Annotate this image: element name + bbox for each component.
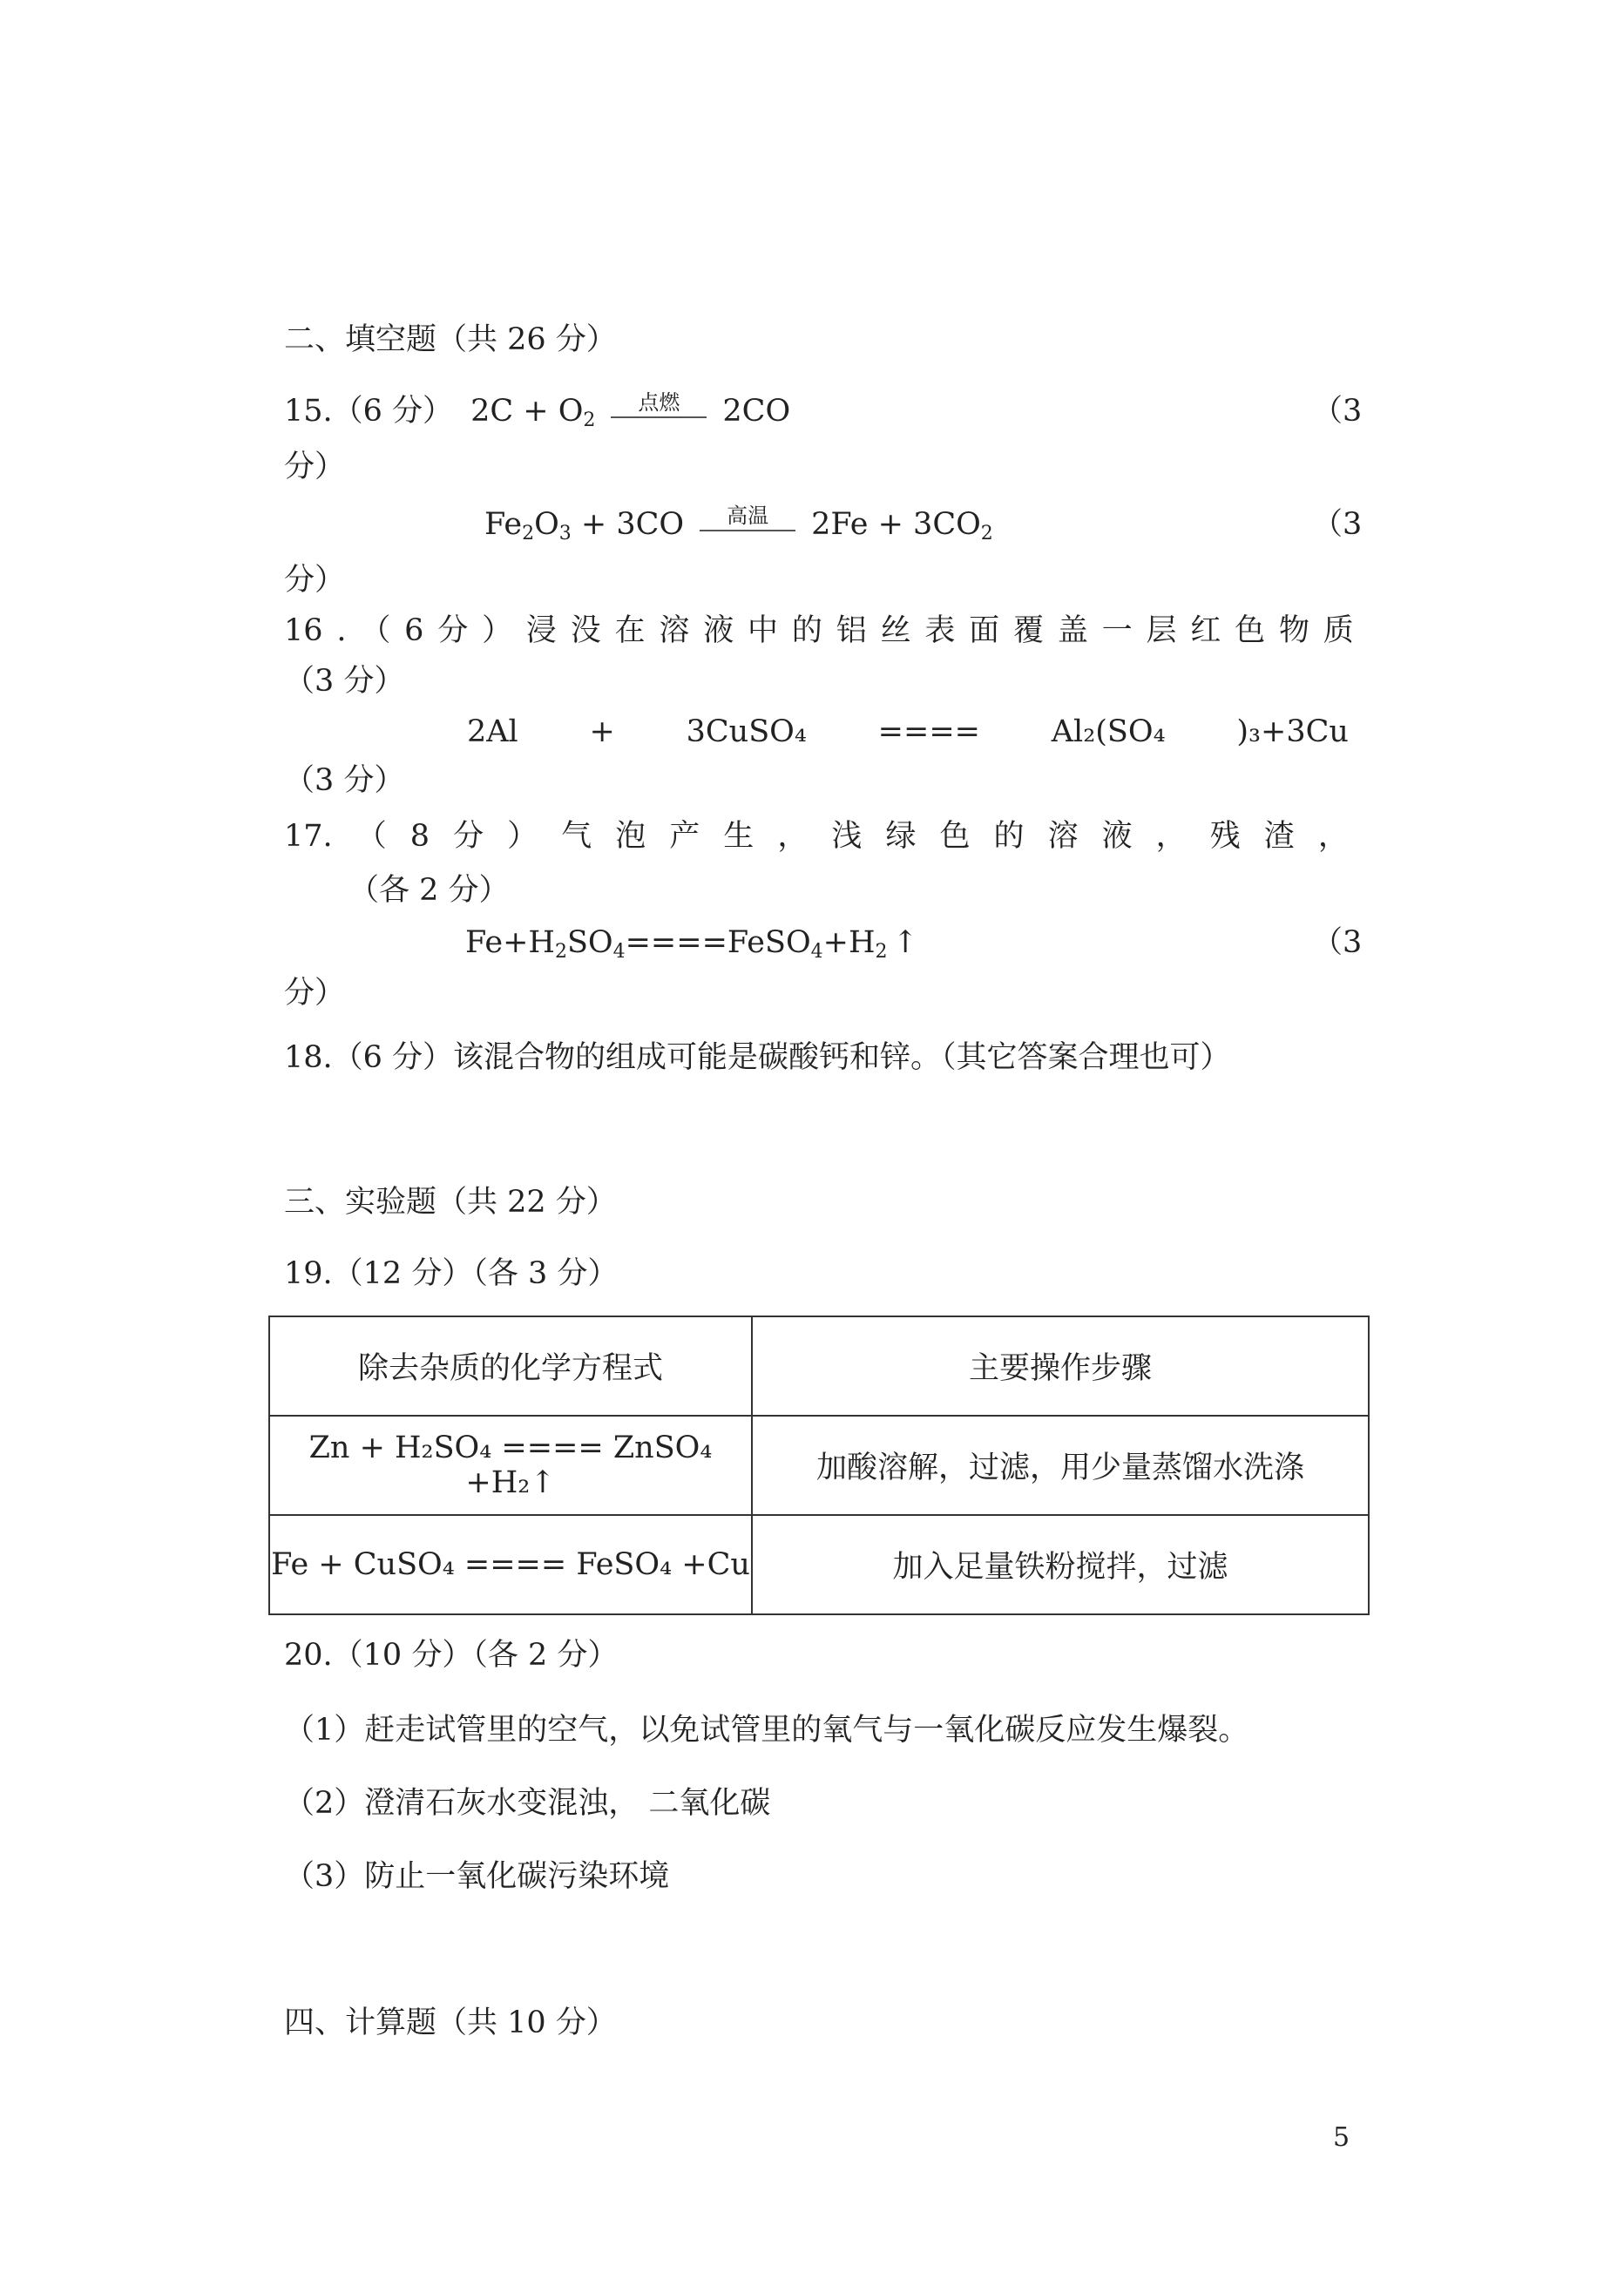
- q17-eq-sub-d: 2: [875, 941, 888, 963]
- q20-item: （1）赶走试管里的空气，以免试管里的氧气与一氧化碳反应发生爆裂。: [284, 1713, 1249, 1748]
- q16-text-chunk: 覆: [1013, 613, 1045, 648]
- table-cell-equation: Zn + H₂SO₄ ==== ZnSO₄ +H₂↑: [269, 1416, 752, 1515]
- q16-text-chunk: 6: [404, 613, 424, 648]
- q16-text-chunk: ）: [482, 613, 513, 648]
- q16-equation: [467, 711, 1349, 753]
- q16-eq-part: Al₂(SO₄: [1051, 714, 1166, 749]
- q16-text-chunk: 液: [703, 613, 734, 648]
- table-cell-step: 加酸溶解，过滤，用少量蒸馏水洗涤: [752, 1416, 1369, 1515]
- q17-eq-sub-c: 4: [810, 941, 823, 963]
- q15-line2: [484, 504, 993, 545]
- q16-text-chunk: 质: [1323, 613, 1354, 648]
- q20-label: 20.（10 分）（各 2 分）: [284, 1638, 619, 1673]
- q17-equation: [465, 922, 918, 964]
- q17-text-chunk: ，: [1155, 819, 1187, 854]
- q17-text-chunk: 渣: [1263, 819, 1295, 854]
- q15-eq1-condition: [611, 389, 707, 418]
- q20-item: （3）防止一氧化碳污染环境: [284, 1859, 670, 1894]
- q17-eq-part-d: +H: [822, 925, 876, 960]
- q15-eq2-right-sub: 2: [980, 523, 993, 545]
- q15-score2-b: 分）: [284, 563, 346, 598]
- table-row: [269, 1416, 1369, 1515]
- q16-text-chunk: 面: [969, 613, 1000, 648]
- table-header-cell: 主要操作步骤: [752, 1316, 1369, 1416]
- q16-text-chunk: 红: [1190, 613, 1221, 648]
- q15-eq2-condition: [700, 503, 795, 531]
- q16-eq-part: +: [589, 714, 615, 749]
- table-row: [269, 1515, 1369, 1614]
- q17-text-chunk: 的: [993, 819, 1025, 854]
- q17-text-chunk: ，: [777, 819, 809, 854]
- q16-eq-part: )₃+3Cu: [1236, 714, 1349, 749]
- q17-eq-part-c: ====FeSO: [625, 925, 811, 960]
- q15-eq2-sub1: 2: [522, 523, 535, 545]
- q17-eq-part-b: SO: [566, 925, 613, 960]
- q16-text-chunk: 没: [570, 613, 601, 648]
- q16-text-chunk: 盖: [1057, 613, 1088, 648]
- q16-eq-part: ====: [877, 714, 980, 749]
- q17-eq-sub-a: 2: [554, 941, 567, 963]
- q16-text-chunk: （: [360, 613, 391, 648]
- q15-eq2-rest: + 3CO: [571, 507, 685, 542]
- q16-prefix-line: [284, 610, 1354, 652]
- q17-text-chunk: 分: [453, 819, 484, 854]
- q16-text-chunk: 浸: [525, 613, 557, 648]
- table-header-cell: 除去杂质的化学方程式: [269, 1316, 752, 1416]
- q16-text-chunk: .: [336, 613, 347, 648]
- q19-table: [268, 1316, 1370, 1615]
- q17-text-chunk: 生: [723, 819, 754, 854]
- q16-text-chunk: 分: [437, 613, 469, 648]
- q17-text-chunk: 气: [561, 819, 592, 854]
- table-header-row: [269, 1316, 1369, 1416]
- q16-text-chunk: 色: [1235, 613, 1266, 648]
- table-cell-step: 加入足量铁粉搅拌，过滤: [752, 1515, 1369, 1614]
- q16-score2: （3 分）: [284, 763, 405, 798]
- q16-score: （3 分）: [284, 664, 405, 699]
- q16-eq-part: 2Al: [467, 714, 518, 749]
- q16-text-chunk: 的: [791, 613, 822, 648]
- q15-prefix: 15.（6 分）: [284, 394, 454, 429]
- q18-answer: 18.（6 分）该混合物的组成可能是碳酸钙和锌。（其它答案合理也可）: [284, 1040, 1231, 1075]
- q16-text-chunk: 溶: [659, 613, 690, 648]
- q15-eq2-right: 2Fe + 3CO: [811, 507, 981, 542]
- q15-eq2-o: O: [534, 507, 559, 542]
- q16-text-chunk: 铝: [836, 613, 867, 648]
- q17-eq-sub-b: 4: [612, 941, 626, 963]
- up-arrow-icon: ↑: [892, 925, 918, 960]
- q15-score1-a: （3: [1312, 394, 1363, 429]
- q16-text-chunk: 16: [284, 613, 323, 648]
- q17-text-chunk: 色: [939, 819, 971, 854]
- q17-text-chunk: 残: [1209, 819, 1241, 854]
- q17-text-chunk: 液: [1101, 819, 1133, 854]
- q16-text-chunk: 层: [1146, 613, 1177, 648]
- reaction-bar: [611, 416, 707, 418]
- q19-label: 19.（12 分）（各 3 分）: [284, 1256, 619, 1291]
- q15-eq1-left: 2C + O: [470, 394, 584, 429]
- q17-text-chunk: 浅: [831, 819, 863, 854]
- section4-heading: 四、计算题（共 10 分）: [284, 2006, 617, 2040]
- q17-text-chunk: 8: [409, 819, 430, 854]
- q16-text-chunk: 中: [748, 613, 779, 648]
- q17-text-chunk: 溶: [1047, 819, 1079, 854]
- q16-text-chunk: 一: [1101, 613, 1133, 648]
- q16-text-chunk: 在: [614, 613, 646, 648]
- q17-score-a: （3: [1312, 925, 1363, 960]
- section3-heading: 三、实验题（共 22 分）: [284, 1185, 617, 1220]
- q17-text-chunk: ）: [507, 819, 538, 854]
- q15-score1-b: 分）: [284, 450, 346, 484]
- q16-text-chunk: 物: [1278, 613, 1309, 648]
- q17-text-chunk: ，: [1317, 819, 1349, 854]
- reaction-bar: [700, 530, 795, 531]
- q17-text-chunk: （: [355, 819, 387, 854]
- q20-item: （2）澄清石灰水变混浊， 二氧化碳: [284, 1786, 771, 1821]
- section2-heading: 二、填空题（共 26 分）: [284, 322, 617, 357]
- q16-text-chunk: 表: [924, 613, 956, 648]
- q17-text-chunk: 泡: [615, 819, 646, 854]
- q16-text-chunk: 丝: [880, 613, 911, 648]
- q15-eq1-left-sub: 2: [583, 409, 596, 431]
- q17-score-b: 分）: [284, 976, 346, 1011]
- q17-text-chunk: 绿: [885, 819, 917, 854]
- q17-text-chunk: 17.: [284, 819, 333, 854]
- q15-eq2-fe: Fe: [484, 507, 523, 542]
- q15-eq2-cond-text: 高温: [727, 503, 769, 528]
- q16-eq-part: 3CuSO₄: [686, 714, 807, 749]
- q15-line1: [284, 390, 790, 432]
- q17-text-chunk: 产: [669, 819, 700, 854]
- q15-score2-a: （3: [1312, 507, 1363, 542]
- q15-eq1-cond-text: 点燃: [638, 389, 680, 415]
- page-number: 5: [1333, 2122, 1350, 2153]
- q17-score-each: （各 2 分）: [348, 873, 510, 908]
- table-cell-equation: Fe + CuSO₄ ==== FeSO₄ +Cu: [269, 1515, 752, 1614]
- q15-eq2-sub2: 3: [558, 523, 572, 545]
- q17-prefix-line: [284, 815, 1349, 857]
- q15-eq1-right: 2CO: [722, 394, 791, 429]
- q17-eq-part-a: Fe+H: [465, 925, 555, 960]
